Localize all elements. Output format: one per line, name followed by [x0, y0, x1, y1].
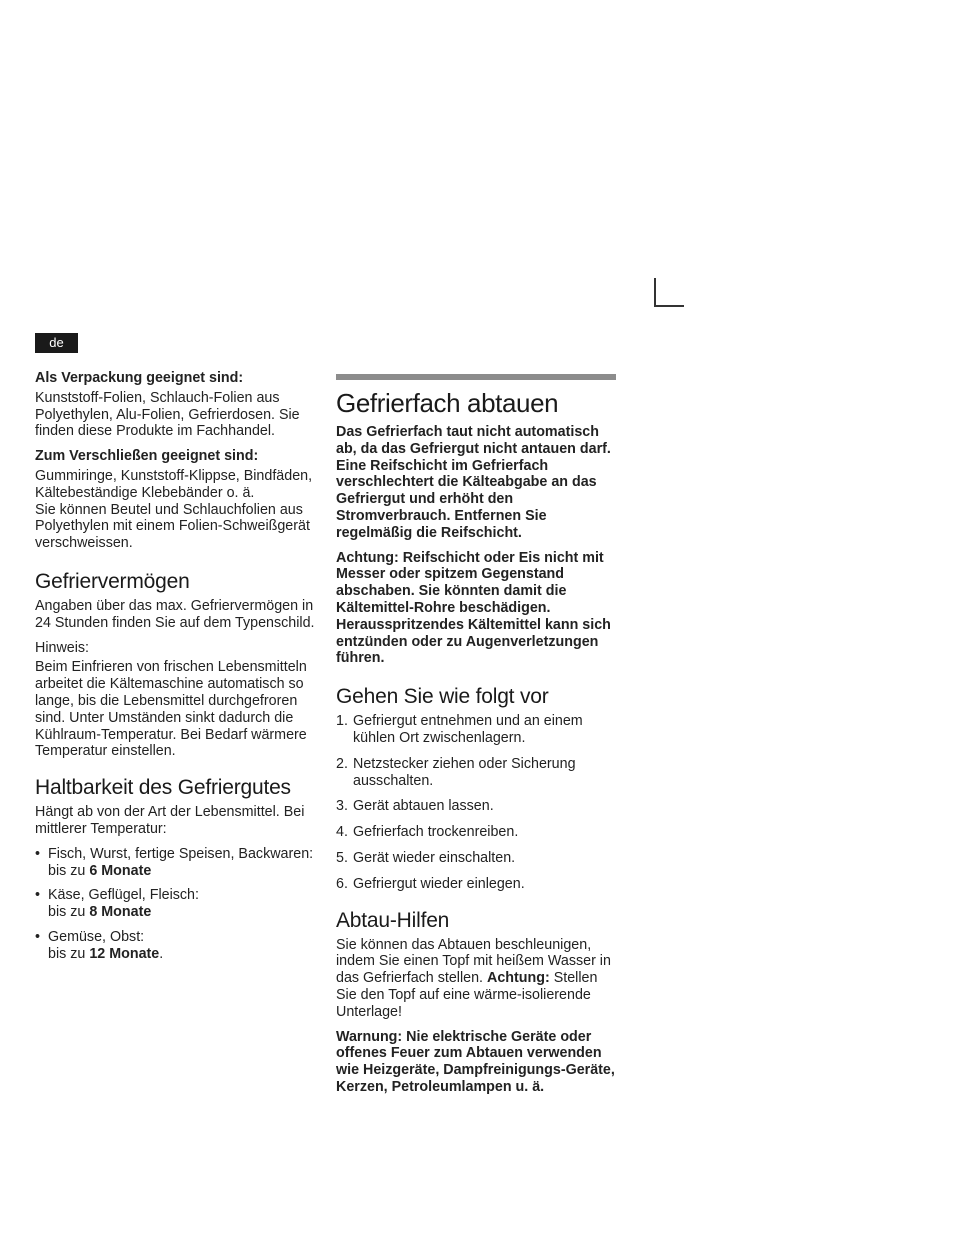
closing-title: Zum Verschließen geeignet sind: [35, 448, 259, 465]
closing-text-2: Sie können Beutel und Schlauchfolien aus Polyethylen mit einem Folien-Schweißgerät verschweissen. [35, 501, 310, 552]
closing-text: Gummiringe, Kunststoff-Klippse, Bindfäden, Kältebeständige Klebebänder o. ä. [35, 467, 313, 501]
section-rule [336, 374, 616, 380]
shelf-life-heading: Haltbarkeit des Gefriergutes [35, 776, 291, 800]
list-item: 4. Gefrierfach trockenreiben. [336, 824, 519, 841]
language-badge: de [35, 333, 78, 353]
aids-text: Sie können das Abtauen beschleunigen, indem Sie einen Topf mit heißem Wasser in das Gefrierfach stellen. Achtung: Stellen Sie den Topf auf eine wärme-isolierende Unterlage! [336, 936, 611, 1020]
section-title: Gefrierfach abtauen [336, 388, 559, 418]
defrost-warning: Warnung: Nie elektrische Geräte oder offenes Feuer zum Abtauen verwenden wie Heizgeräte, Dampfreinigungs-Geräte, Kerzen, Petroleumlampen u. ä. [336, 1028, 615, 1095]
note-text: Beim Einfrieren von frischen Lebensmitteln arbeitet die Kältemaschine automatisch so lange, bis die Lebensmittel durchgefroren sind. Unter Umständen sinkt dadurch die Kühlraum-Temperatur. Bei Bedarf wärmere Temperatur einstellen. [35, 659, 307, 760]
list-item: • Gemüse, Obst: bis zu 12 Monate. [35, 929, 320, 963]
crop-mark-horizontal [654, 305, 684, 307]
packaging-title: Als Verpackung geeignet sind: [35, 370, 244, 386]
steps-list [336, 713, 621, 892]
left-column [35, 370, 320, 971]
aids-heading: Abtau-Hilfen [336, 908, 450, 932]
list-item: 5. Gerät wieder einschalten. [336, 849, 516, 866]
shelf-life-list [35, 846, 320, 963]
note-label: Hinweis: [35, 639, 90, 656]
shelf-life-text: Hängt ab von der Art der Lebensmittel. Bei mittlerer Temperatur: [35, 804, 305, 837]
list-item: 2. Netzstecker ziehen oder Sicherung ausschalten. [336, 755, 576, 789]
capacity-text: Angaben über das max. Gefriervermögen in 24 Stunden finden Sie auf dem Typenschild. [35, 597, 315, 631]
list-item: 3. Gerät abtauen lassen. [336, 798, 494, 815]
capacity-heading: Gefriervermögen [35, 569, 190, 593]
middle-column [336, 374, 621, 1104]
defrost-caution: Achtung: Reifschicht oder Eis nicht mit Messer oder spitzem Gegenstand abschaben. Sie könnten damit die Kältemittel-Rohre beschädigen. Herausspritzendes Kältemittel kann sich entzünden oder zu Augenverletzungen führen. [336, 549, 611, 667]
list-item: • Fisch, Wurst, fertige Speisen, Backwaren: bis zu 6 Monate [35, 846, 320, 880]
list-item: • Käse, Geflügel, Fleisch: bis zu 8 Monate [35, 887, 320, 921]
list-item: 6. Gefriergut wieder einlegen. [336, 875, 525, 892]
steps-heading: Gehen Sie wie folgt vor [336, 685, 549, 709]
packaging-text: Kunststoff-Folien, Schlauch-Folien aus Polyethylen, Alu-Folien, Gefrierdosen. Sie finden diese Produkte im Fachhandel. [35, 389, 300, 440]
crop-mark-vertical [654, 278, 656, 307]
list-item: 1. Gefriergut entnehmen und an einem kühlen Ort zwischenlagern. [336, 713, 583, 746]
defrost-intro: Das Gefrierfach taut nicht automatisch ab, da das Gefriergut nicht antauen darf. Eine Reifschicht im Gefrierfach verschlechtert die Kälteabgabe an das Gefriergut und erhöht den Stromverbrauch. Entfernen Sie regelmäßig die Reifschicht. [336, 424, 611, 541]
